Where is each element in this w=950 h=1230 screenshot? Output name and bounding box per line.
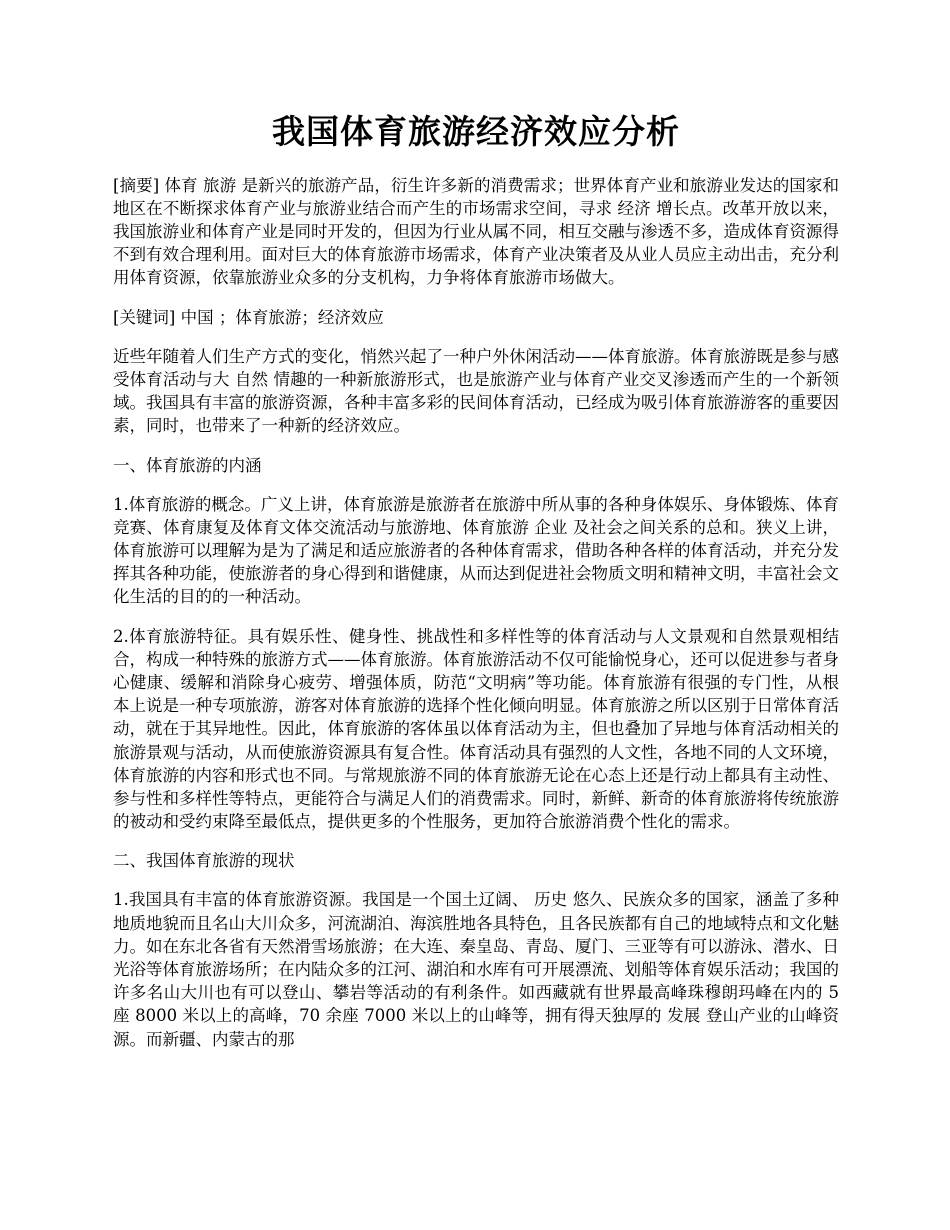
section-heading-1: 一、体育旅游的内涵: [113, 455, 262, 475]
document-page: [113, 112, 839, 1067]
abstract-paragraph: [摘要] 体育 旅游 是新兴的旅游产品，衍生许多新的消费需求；世界体育产业和旅游业发达的国家和地区在不断探求体育产业与旅游业结合而产生的市场需求空间，寻求 经济 增长点。改革开放以来，我国旅游业和体育产业是同时开发的，但因为行业从属不同，相互交融与渗透不多，造成体育资源得不到有效合理利用。面对巨大的体育旅游市场需求，体育产业决策者及从业人员应主动出击，充分利用体育资源，依靠旅游业众多的分支机构，力争将体育旅游市场做大。: [113, 175, 839, 288]
keywords-paragraph: [关键词] 中国 ；体育旅游；经济效应: [113, 307, 384, 327]
section1-paragraph-1: 1.体育旅游的概念。广义上讲，体育旅游是旅游者在旅游中所从事的各种身体娱乐、身体锻炼、体育竞赛、体育康复及体育文体交流活动与旅游地、体育旅游 企业 及社会之间关系的总和。狭义上讲，体育旅游可以理解为是为了满足和适应旅游者的各种体育需求，借助各种各样的体育活动，并充分发挥其各种功能，使旅游者的身心得到和谐健康，从而达到促进社会物质文明和精神文明，丰富社会文化生活的目的的一种活动。: [113, 494, 839, 607]
section1-paragraph-2: 2.体育旅游特征。具有娱乐性、健身性、挑战性和多样性等的体育活动与人文景观和自然景观相结合，构成一种特殊的旅游方式——体育旅游。体育旅游活动不仅可能愉悦身心，还可以促进参与者身心健康、缓解和消除身心疲劳、增强体质，防范“文明病”等功能。体育旅游有很强的专门性，从根本上说是一种专项旅游，游客对体育旅游的选择个性化倾向明显。体育旅游之所以区别于日常体育活动，就在于其异地性。因此，体育旅游的客体虽以体育活动为主，但也叠加了异地与体育活动相关的旅游景观与活动，从而使旅游资源具有复合性。体育活动具有强烈的人文性，各地不同的人文环境，体育旅游的内容和形式也不同。与常规旅游不同的体育旅游无论在心态上还是行动上都具有主动性、参与性和多样性等特点，更能符合与满足人们的消费需求。同时，新鲜、新奇的体育旅游将传统旅游的被动和受约束降至最低点，提供更多的个性服务，更加符合旅游消费个性化的需求。: [113, 626, 839, 832]
section2-paragraph-1: 1.我国具有丰富的体育旅游资源。我国是一个国土辽阔、 历史 悠久、民族众多的国家，涵盖了多种地质地貌而且名山大川众多，河流湖泊、海滨胜地各具特色，且各民族都有自己的地域特点和文化魅力。如在东北各省有天然滑雪场旅游；在大连、秦皇岛、青岛、厦门、三亚等有可以游泳、潜水、日光浴等体育旅游场所；在内陆众多的江河、湖泊和水库有可开展漂流、划船等体育娱乐活动；我国的许多名山大川也有可以登山、攀岩等活动的有利条件。如西藏就有世界最高峰珠穆朗玛峰在内的 5 座 8000 米以上的高峰，70 余座 7000 米以上的山峰等，拥有得天独厚的 发展 登山产业的山峰资源。而新疆、内蒙古的那: [113, 890, 839, 1049]
section-heading-2: 二、我国体育旅游的现状: [113, 851, 295, 871]
intro-paragraph: 近些年随着人们生产方式的变化，悄然兴起了一种户外休闲活动——体育旅游。体育旅游既是参与感受体育活动与大 自然 情趣的一种新旅游形式，也是旅游产业与体育产业交叉渗透而产生的一个新领域。我国具有丰富的旅游资源，各种丰富多彩的民间体育活动，已经成为吸引体育旅游游客的重要因素，同时，也带来了一种新的经济效应。: [113, 346, 839, 436]
document-title: 我国体育旅游经济效应分析: [272, 112, 680, 151]
